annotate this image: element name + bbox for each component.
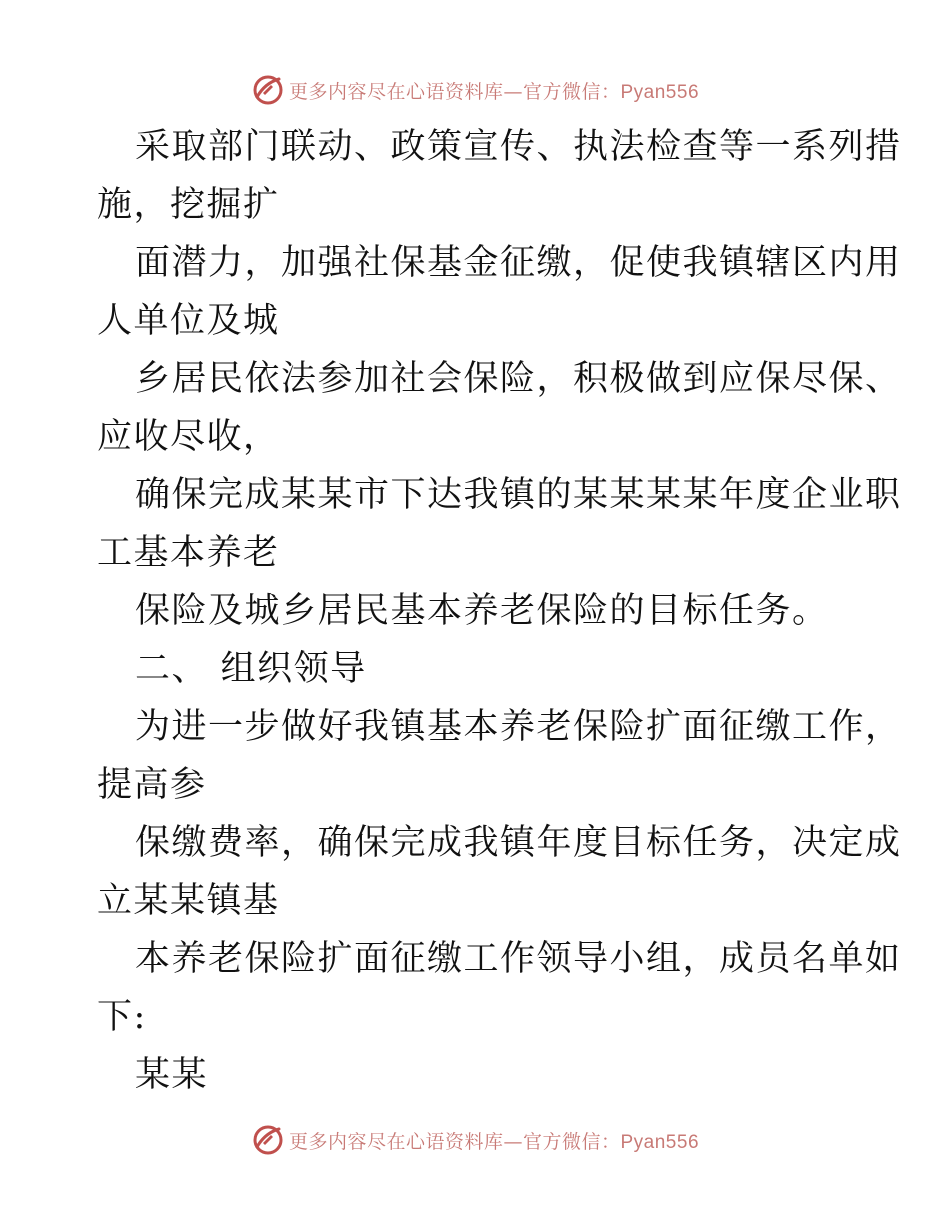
text-line: 下: xyxy=(97,997,147,1037)
text-line: 乡居民依法参加社会保险，积极做到应保尽保、 xyxy=(135,359,902,399)
text-line: 确保完成某某市下达我镇的某某某某年度企业职 xyxy=(135,475,902,515)
text-line: 本养老保险扩面征缴工作领导小组，成员名单如 xyxy=(135,939,902,979)
watermark-id: Pyan556 xyxy=(620,81,700,103)
pen-logo-icon xyxy=(251,73,285,107)
text-line: 为进一步做好我镇基本养老保险扩面征缴工作， xyxy=(135,707,902,747)
watermark-id: Pyan556 xyxy=(620,1131,700,1153)
text-line: 应收尽收， xyxy=(97,417,280,457)
text-line: 面潜力，加强社保基金征缴，促使我镇辖区内用 xyxy=(135,243,902,283)
text-line: 工基本养老 xyxy=(97,533,280,573)
watermark-text: 更多内容尽在心语资料库—官方微信：Pyan556 xyxy=(288,1130,700,1153)
text-line: 人单位及城 xyxy=(97,301,280,341)
footer-watermark xyxy=(0,1120,950,1160)
text-line: 提高参 xyxy=(97,765,207,805)
text-line: 立某某镇基 xyxy=(97,881,280,921)
text-line: 某某 xyxy=(135,1055,209,1095)
text-line: 施，挖掘扩 xyxy=(97,185,280,225)
header-watermark xyxy=(0,70,950,110)
text-line: 二、 组织领导 xyxy=(135,649,367,689)
text-line: 采取部门联动、政策宣传、执法检查等一系列措 xyxy=(135,127,902,167)
watermark-text: 更多内容尽在心语资料库—官方微信：Pyan556 xyxy=(288,80,700,103)
pen-logo-icon xyxy=(251,1123,285,1157)
body-text xyxy=(97,118,902,1104)
text-line: 保险及城乡居民基本养老保险的目标任务。 xyxy=(135,591,829,631)
text-line: 保缴费率，确保完成我镇年度目标任务，决定成 xyxy=(135,823,902,863)
